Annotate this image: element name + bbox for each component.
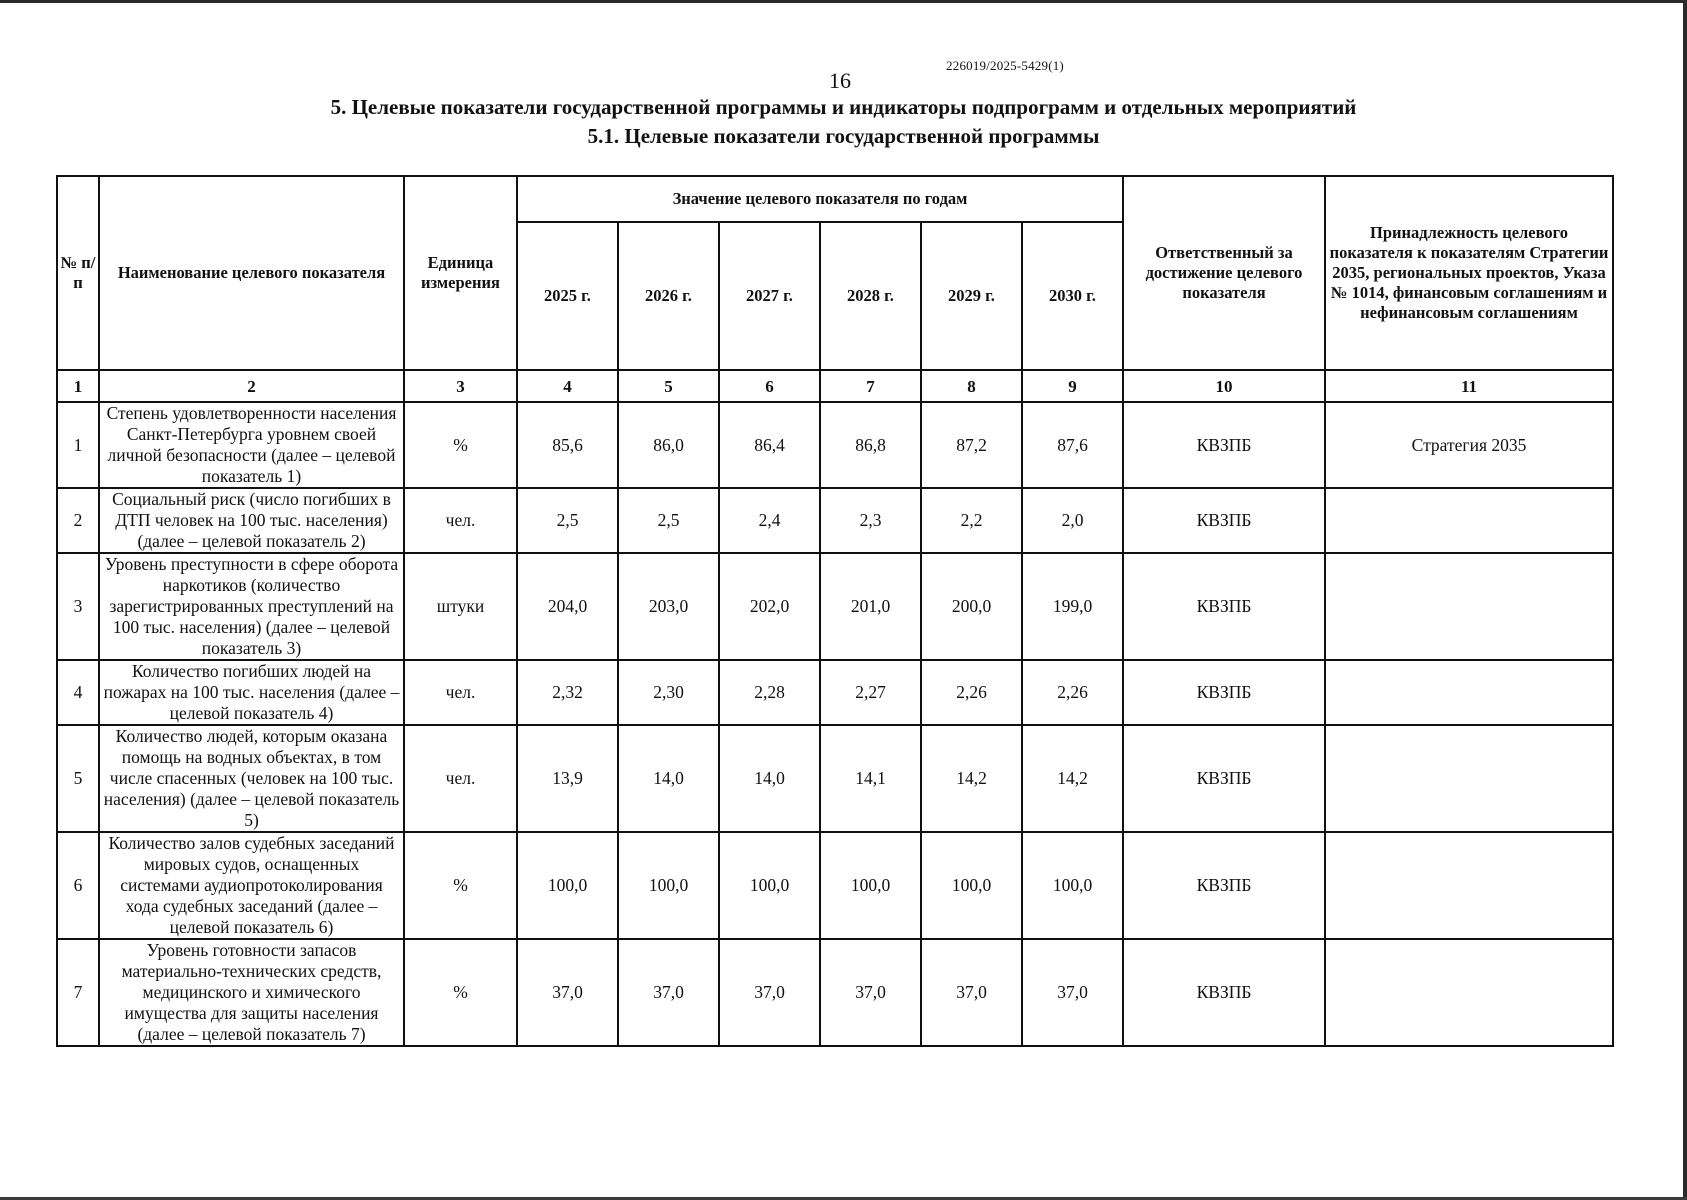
value-cell: 14,2 bbox=[1022, 725, 1123, 832]
value-cell: 2,4 bbox=[719, 488, 820, 553]
affiliation bbox=[1325, 660, 1613, 725]
scan-border-top bbox=[0, 0, 1687, 3]
value-cell: 14,1 bbox=[820, 725, 921, 832]
header-year: 2027 г. bbox=[719, 222, 820, 370]
scan-border-right bbox=[1683, 0, 1687, 1200]
value-cell: 2,0 bbox=[1022, 488, 1123, 553]
value-cell: 100,0 bbox=[719, 832, 820, 939]
value-cell: 2,5 bbox=[618, 488, 719, 553]
value-cell: 199,0 bbox=[1022, 553, 1123, 660]
value-cell: 100,0 bbox=[618, 832, 719, 939]
value-cell: 202,0 bbox=[719, 553, 820, 660]
unit: чел. bbox=[404, 488, 517, 553]
table-row bbox=[57, 553, 1613, 660]
column-number: 1 bbox=[57, 370, 99, 402]
responsible: КВЗПБ bbox=[1123, 553, 1325, 660]
value-cell: 2,27 bbox=[820, 660, 921, 725]
value-cell: 13,9 bbox=[517, 725, 618, 832]
value-cell: 100,0 bbox=[517, 832, 618, 939]
column-number: 9 bbox=[1022, 370, 1123, 402]
row-num: 3 bbox=[57, 553, 99, 660]
column-number: 7 bbox=[820, 370, 921, 402]
row-num: 6 bbox=[57, 832, 99, 939]
table-row bbox=[57, 402, 1613, 488]
table-row bbox=[57, 660, 1613, 725]
value-cell: 2,26 bbox=[921, 660, 1022, 725]
section-heading: 5. Целевые показатели государственной программы и индикаторы подпрограмм и отдельных мероприятий bbox=[330, 95, 1357, 119]
row-num: 4 bbox=[57, 660, 99, 725]
value-cell: 37,0 bbox=[921, 939, 1022, 1046]
value-cell: 100,0 bbox=[1022, 832, 1123, 939]
value-cell: 14,0 bbox=[618, 725, 719, 832]
indicator-name: Количество погибших людей на пожарах на 100 тыс. населения (далее – целевой показатель 4) bbox=[99, 660, 404, 725]
value-cell: 37,0 bbox=[517, 939, 618, 1046]
column-number: 11 bbox=[1325, 370, 1613, 402]
subsection-heading: 5.1. Целевые показатели государственной программы bbox=[587, 124, 1100, 148]
row-num: 1 bbox=[57, 402, 99, 488]
column-number: 6 bbox=[719, 370, 820, 402]
header-year: 2025 г. bbox=[517, 222, 618, 370]
column-number: 10 bbox=[1123, 370, 1325, 402]
affiliation bbox=[1325, 832, 1613, 939]
table-row bbox=[57, 939, 1613, 1046]
value-cell: 14,0 bbox=[719, 725, 820, 832]
table-row bbox=[57, 832, 1613, 939]
value-cell: 203,0 bbox=[618, 553, 719, 660]
indicator-name: Количество людей, которым оказана помощь на водных объектах, в том числе спасенных (человек на 100 тыс. населения) (далее – целевой показатель 5) bbox=[99, 725, 404, 832]
affiliation: Стратегия 2035 bbox=[1325, 402, 1613, 488]
value-cell: 37,0 bbox=[719, 939, 820, 1046]
header-name: Наименование целевого показателя bbox=[99, 176, 404, 370]
row-num: 7 bbox=[57, 939, 99, 1046]
value-cell: 100,0 bbox=[820, 832, 921, 939]
value-cell: 14,2 bbox=[921, 725, 1022, 832]
value-cell: 200,0 bbox=[921, 553, 1022, 660]
value-cell: 86,8 bbox=[820, 402, 921, 488]
value-cell: 2,3 bbox=[820, 488, 921, 553]
value-cell: 2,26 bbox=[1022, 660, 1123, 725]
value-cell: 37,0 bbox=[1022, 939, 1123, 1046]
unit: штуки bbox=[404, 553, 517, 660]
header-values-group: Значение целевого показателя по годам bbox=[517, 176, 1123, 222]
column-number: 5 bbox=[618, 370, 719, 402]
header-responsible: Ответственный за достижение целевого показателя bbox=[1123, 176, 1325, 370]
header-year: 2026 г. bbox=[618, 222, 719, 370]
responsible: КВЗПБ bbox=[1123, 725, 1325, 832]
table-row bbox=[57, 725, 1613, 832]
value-cell: 2,28 bbox=[719, 660, 820, 725]
header-num: № п/п bbox=[57, 176, 99, 370]
value-cell: 87,6 bbox=[1022, 402, 1123, 488]
column-number: 2 bbox=[99, 370, 404, 402]
affiliation bbox=[1325, 488, 1613, 553]
unit: % bbox=[404, 402, 517, 488]
header-unit: Единица измерения bbox=[404, 176, 517, 370]
column-number-row bbox=[57, 370, 1613, 402]
responsible: КВЗПБ bbox=[1123, 402, 1325, 488]
unit: % bbox=[404, 939, 517, 1046]
indicator-name: Социальный риск (число погибших в ДТП человек на 100 тыс. населения) (далее – целевой показатель 2) bbox=[99, 488, 404, 553]
value-cell: 100,0 bbox=[921, 832, 1022, 939]
responsible: КВЗПБ bbox=[1123, 488, 1325, 553]
value-cell: 2,32 bbox=[517, 660, 618, 725]
unit: % bbox=[404, 832, 517, 939]
affiliation bbox=[1325, 939, 1613, 1046]
value-cell: 87,2 bbox=[921, 402, 1022, 488]
column-number: 4 bbox=[517, 370, 618, 402]
row-num: 2 bbox=[57, 488, 99, 553]
column-number: 3 bbox=[404, 370, 517, 402]
value-cell: 37,0 bbox=[618, 939, 719, 1046]
column-number: 8 bbox=[921, 370, 1022, 402]
indicators-table bbox=[56, 175, 1614, 1047]
header-year: 2028 г. bbox=[820, 222, 921, 370]
value-cell: 86,4 bbox=[719, 402, 820, 488]
header-affiliation: Принадлежность целевого показателя к показателям Стратегии 2035, региональных проектов, Указа № 1014, финансовым соглашениям и нефинансовым соглашениям bbox=[1325, 176, 1613, 370]
indicator-name: Количество залов судебных заседаний мировых судов, оснащенных системами аудиопротоколирования хода судебных заседаний (далее – целевой показатель 6) bbox=[99, 832, 404, 939]
table-row bbox=[57, 488, 1613, 553]
header-year: 2029 г. bbox=[921, 222, 1022, 370]
responsible: КВЗПБ bbox=[1123, 660, 1325, 725]
row-num: 5 bbox=[57, 725, 99, 832]
indicator-name: Уровень преступности в сфере оборота наркотиков (количество зарегистрированных преступлений на 100 тыс. населения) (далее – целевой показатель 3) bbox=[99, 553, 404, 660]
value-cell: 2,30 bbox=[618, 660, 719, 725]
indicator-name: Уровень готовности запасов материально-технических средств, медицинского и химического имущества для защиты населения (далее – целевой показатель 7) bbox=[99, 939, 404, 1046]
value-cell: 85,6 bbox=[517, 402, 618, 488]
affiliation bbox=[1325, 553, 1613, 660]
affiliation bbox=[1325, 725, 1613, 832]
document-number: 226019/2025-5429(1) bbox=[946, 58, 1064, 73]
unit: чел. bbox=[404, 725, 517, 832]
responsible: КВЗПБ bbox=[1123, 832, 1325, 939]
responsible: КВЗПБ bbox=[1123, 939, 1325, 1046]
indicator-name: Степень удовлетворенности населения Санкт-Петербурга уровнем своей личной безопасности (далее – целевой показатель 1) bbox=[99, 402, 404, 488]
value-cell: 201,0 bbox=[820, 553, 921, 660]
value-cell: 86,0 bbox=[618, 402, 719, 488]
value-cell: 2,5 bbox=[517, 488, 618, 553]
page-number: 16 bbox=[829, 68, 851, 93]
value-cell: 2,2 bbox=[921, 488, 1022, 553]
value-cell: 37,0 bbox=[820, 939, 921, 1046]
unit: чел. bbox=[404, 660, 517, 725]
value-cell: 204,0 bbox=[517, 553, 618, 660]
header-year: 2030 г. bbox=[1022, 222, 1123, 370]
